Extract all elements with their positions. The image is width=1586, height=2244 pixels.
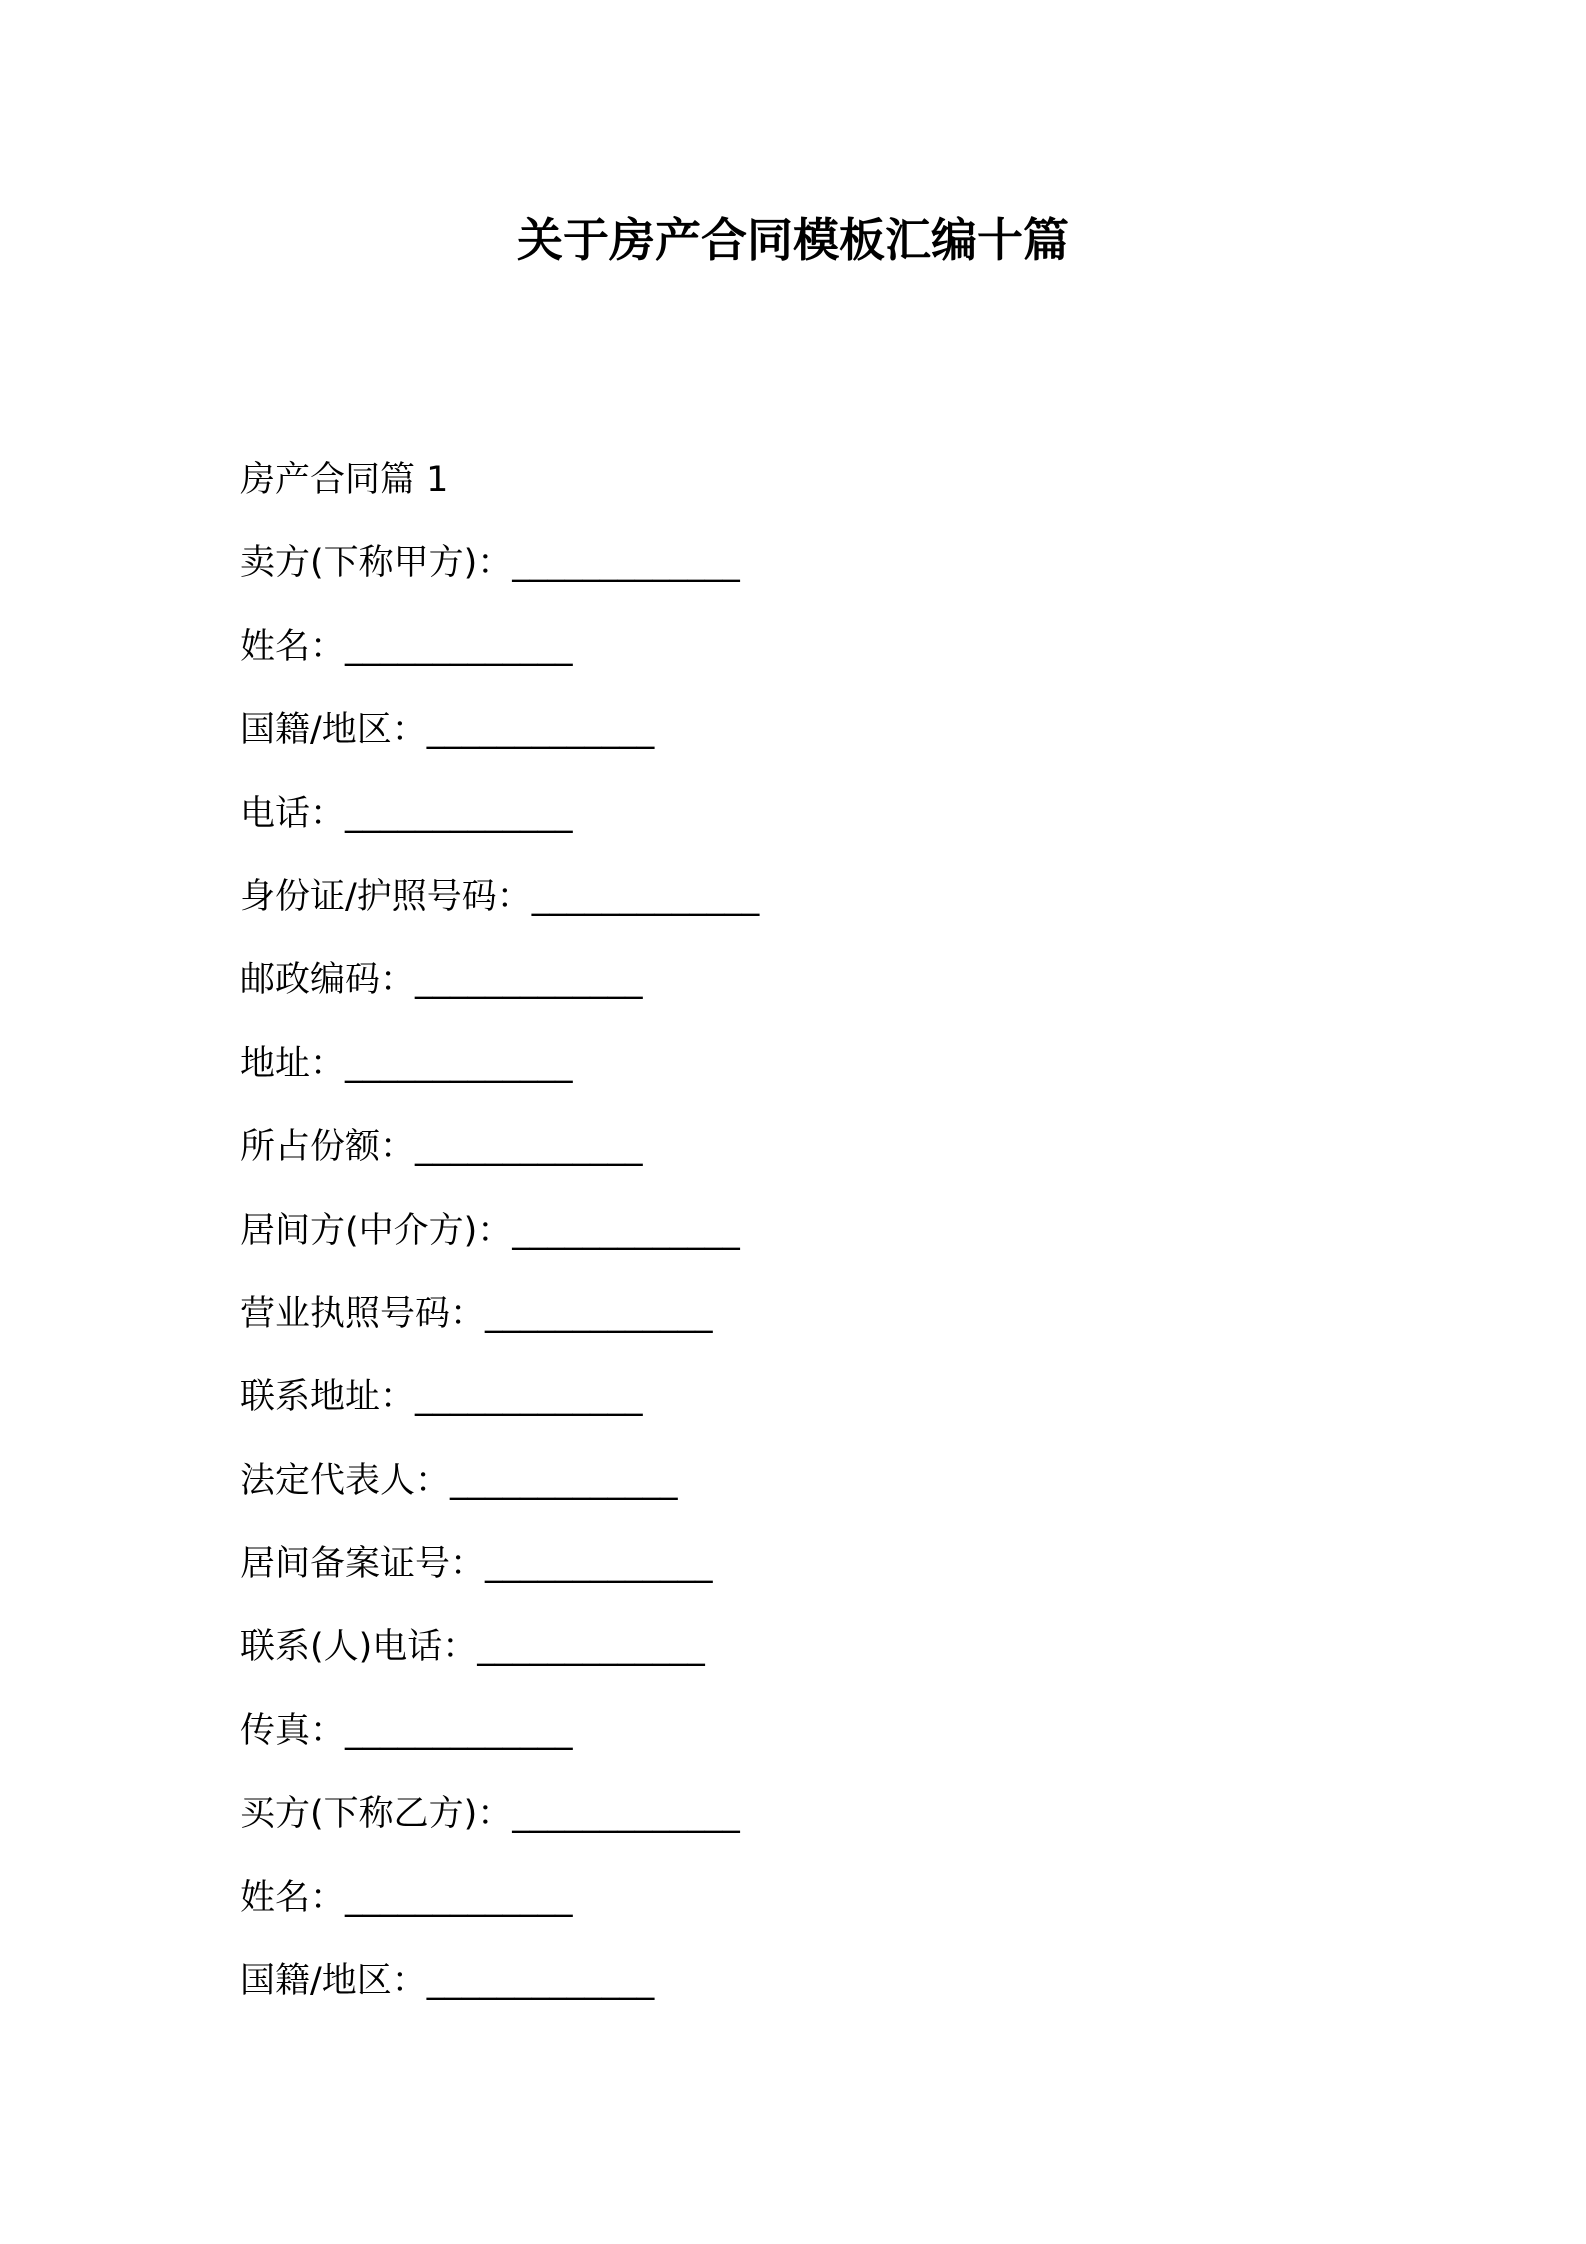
field-line-seller-address: 地址：_____________ (240, 1043, 573, 1084)
field-line-seller-postal-code: 邮政编码：_____________ (240, 960, 643, 1001)
field-line-fax: 传真：_____________ (240, 1710, 573, 1751)
field-line-legal-representative: 法定代表人：_____________ (240, 1460, 678, 1501)
document-title: 关于房产合同模板汇编十篇 (517, 213, 1069, 267)
field-line-buyer-name: 姓名：_____________ (240, 1877, 573, 1918)
section-heading: 房产合同篇 1 (240, 460, 449, 500)
field-line-seller-phone: 电话：_____________ (240, 793, 573, 834)
field-line-buyer-nationality: 国籍/地区：_____________ (240, 1961, 655, 2002)
field-line-seller-name: 姓名：_____________ (240, 626, 573, 667)
field-line-contact-address: 联系地址：_____________ (240, 1377, 643, 1418)
field-line-seller-share: 所占份额：_____________ (240, 1127, 643, 1168)
field-line-business-license: 营业执照号码：_____________ (240, 1293, 713, 1334)
field-line-seller-id-number: 身份证/护照号码：_____________ (240, 876, 760, 917)
field-line-seller: 卖方(下称甲方)：_____________ (240, 543, 740, 584)
field-line-intermediary-record-number: 居间备案证号：_____________ (240, 1544, 713, 1585)
document-body (240, 450, 1390, 2034)
field-line-buyer: 买方(下称乙方)：_____________ (240, 1794, 740, 1835)
field-line-seller-nationality: 国籍/地区：_____________ (240, 710, 655, 751)
field-line-contact-phone: 联系(人)电话：_____________ (240, 1627, 705, 1668)
field-line-intermediary: 居间方(中介方)：_____________ (240, 1210, 740, 1251)
